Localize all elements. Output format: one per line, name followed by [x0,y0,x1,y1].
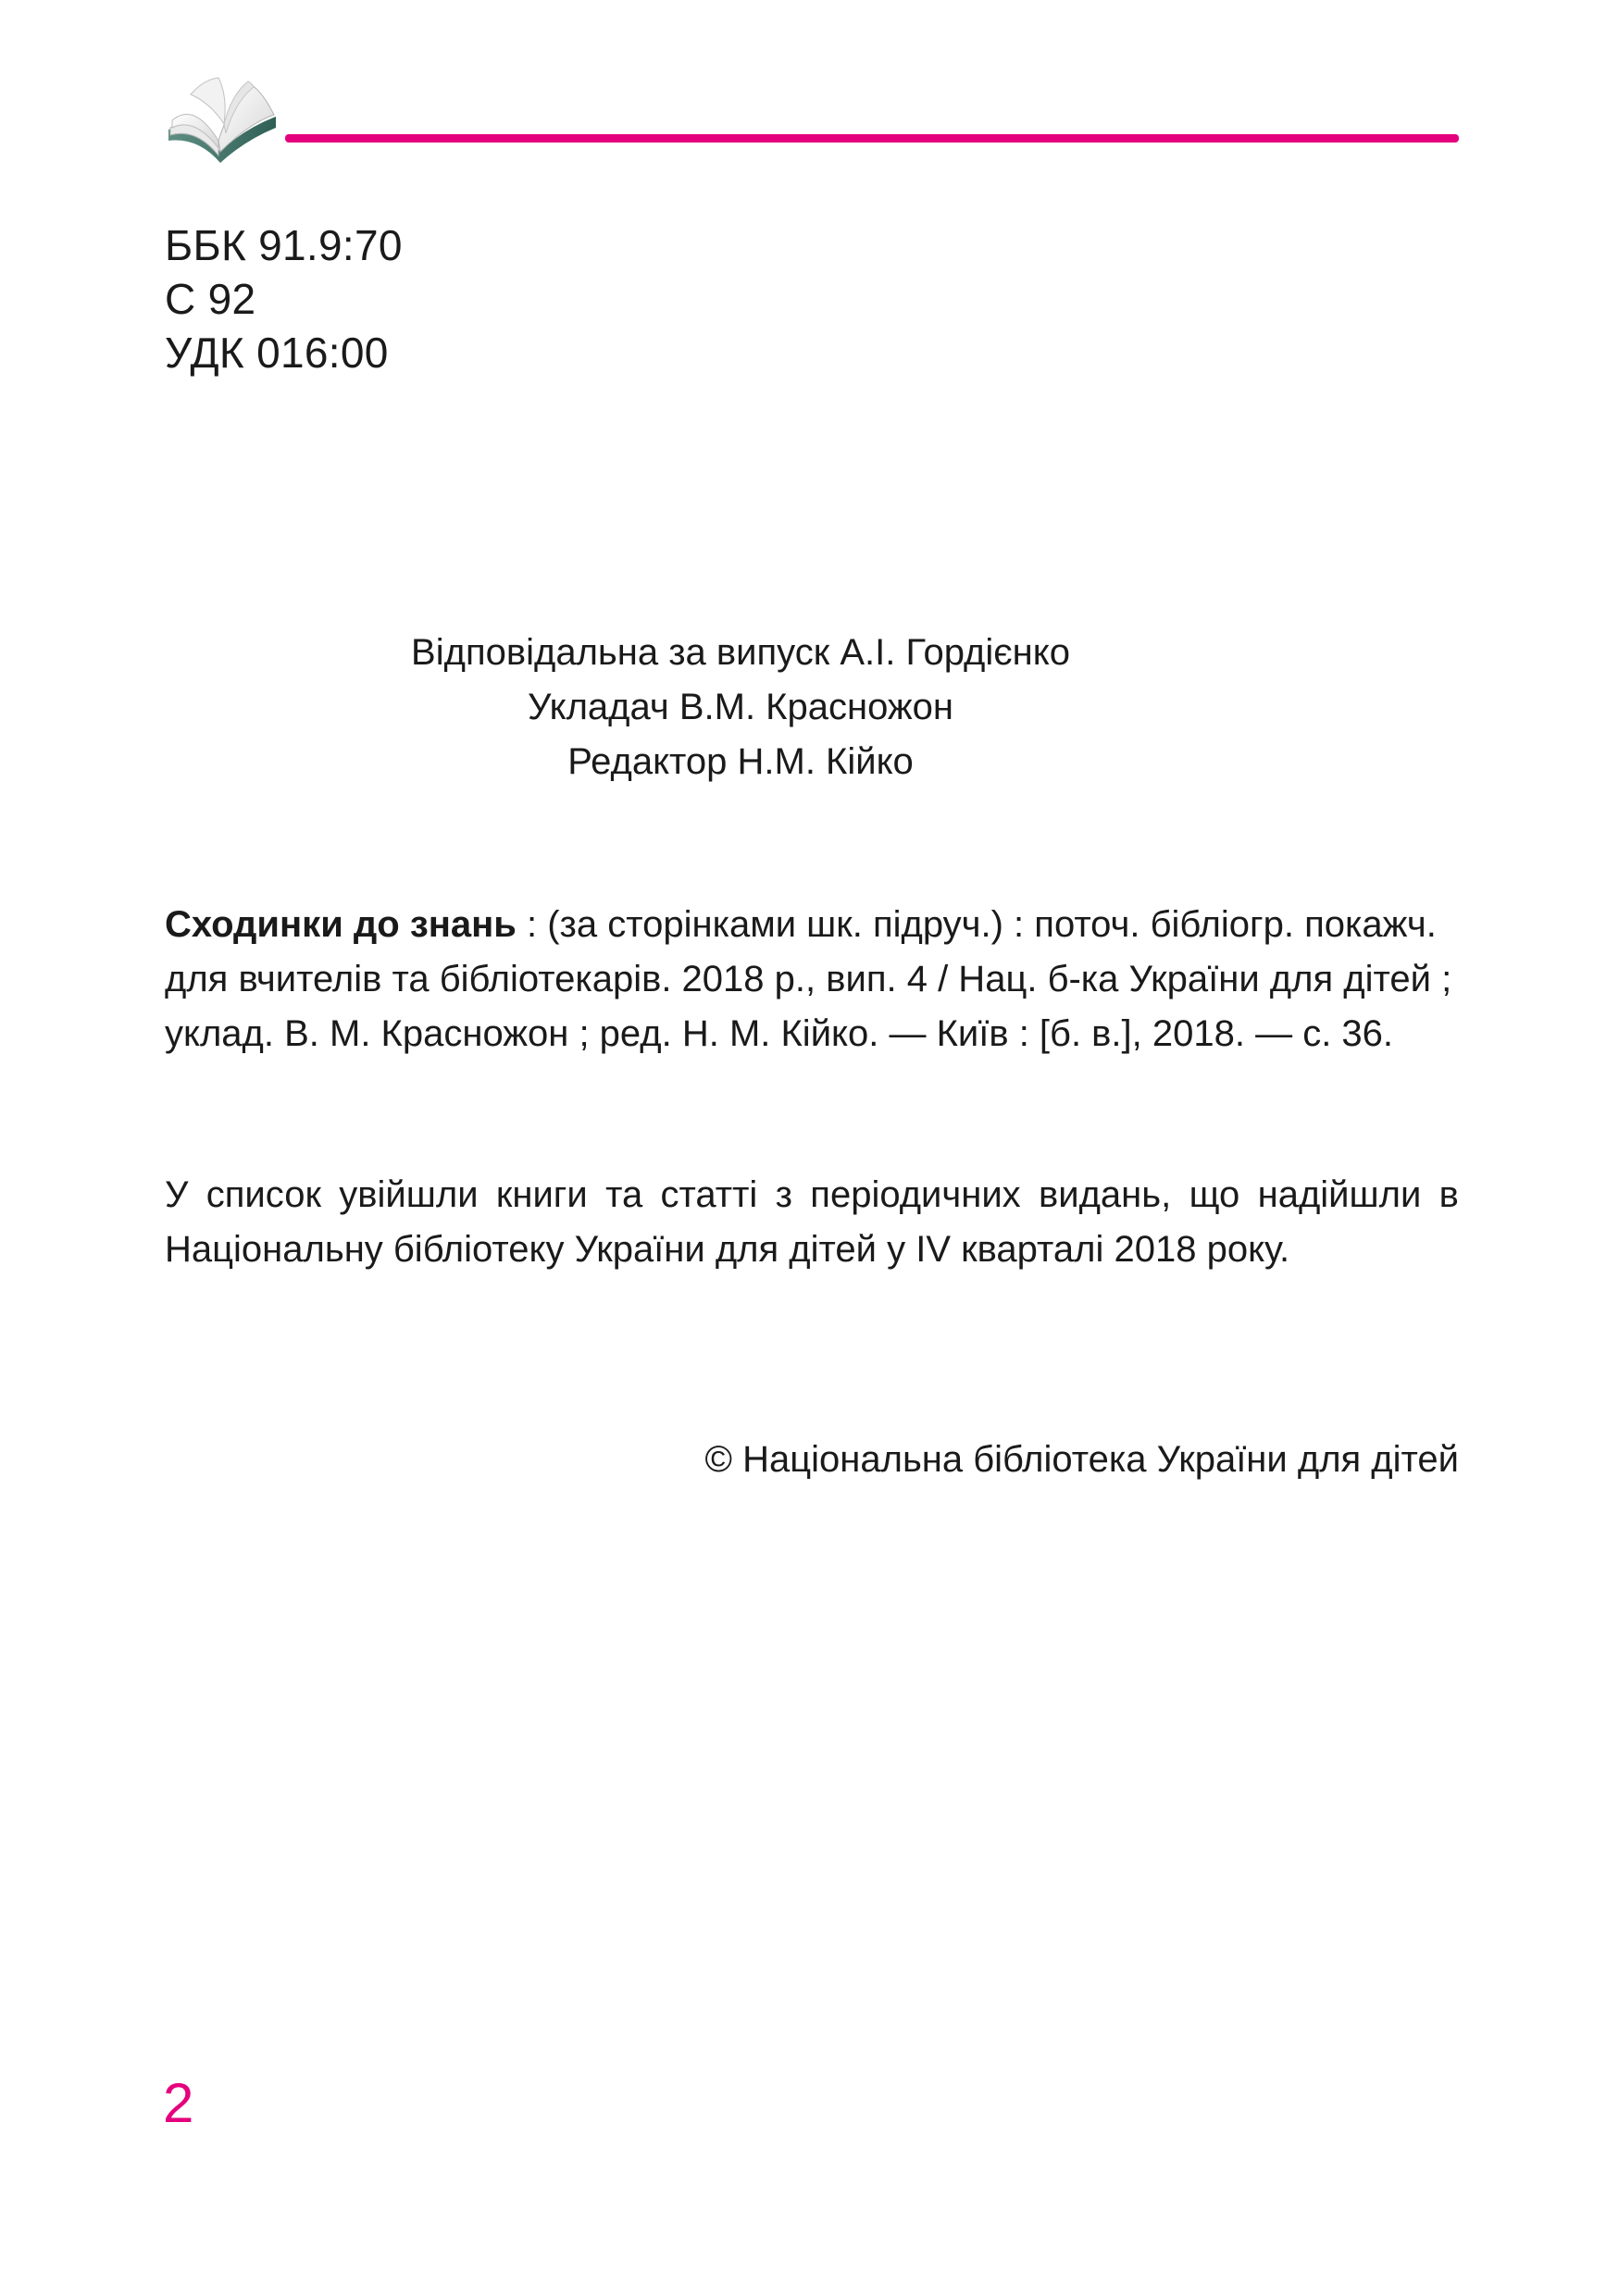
note-word: У [165,1174,189,1215]
responsible-person: Відповідальна за випуск А.І. Гордієнко [411,632,1070,673]
note-word: надійшли [1257,1174,1422,1215]
contents-note [165,1168,1459,1277]
note-word: періодичних [810,1174,1021,1215]
note-word: книги [495,1174,588,1215]
bbk-code: ББК 91.9:70 [165,221,403,269]
classification-codes [165,218,403,379]
bib-line-1 [165,898,1461,952]
author-mark: С 92 [165,275,256,323]
bib-line-3: уклад. В. М. Красножон ; ред. Н. М. Кійко. — Київ : [б. в.], 2018. — с. 36. [165,1013,1394,1054]
bib-line-2: для вчителів та бібліотекарів. 2018 р., вип. 4 / Нац. б-ка України для дітей ; [165,959,1452,999]
note-line-2: Національну бібліотеку України для дітей у IV кварталі 2018 року. [165,1229,1290,1270]
bib-title: Сходинки до знань [165,904,517,945]
compiler: Укладач В.М. Красножон [528,687,953,727]
bibliographic-record [165,898,1461,1061]
note-line-1 [165,1168,1459,1222]
note-word: та [605,1174,643,1215]
copyright-notice: © Національна бібліотека України для дітей [704,1439,1459,1480]
note-word: статті [660,1174,758,1215]
bib-line-1-rest: : (за сторінками шк. підруч.) : поточ. бібліогр. покажч. [516,904,1437,945]
open-book-icon [163,72,281,165]
note-word: в [1438,1174,1459,1215]
note-word: видань, [1039,1174,1172,1215]
note-word: увійшли [339,1174,479,1215]
udk-code: УДК 016:00 [165,329,389,377]
editor: Редактор Н.М. Кійко [567,741,914,782]
credits-block [278,626,1203,789]
header-rule [285,134,1459,143]
note-word: з [775,1174,792,1215]
note-word: що [1189,1174,1240,1215]
page-number: 2 [163,2072,194,2134]
note-word: список [205,1174,321,1215]
